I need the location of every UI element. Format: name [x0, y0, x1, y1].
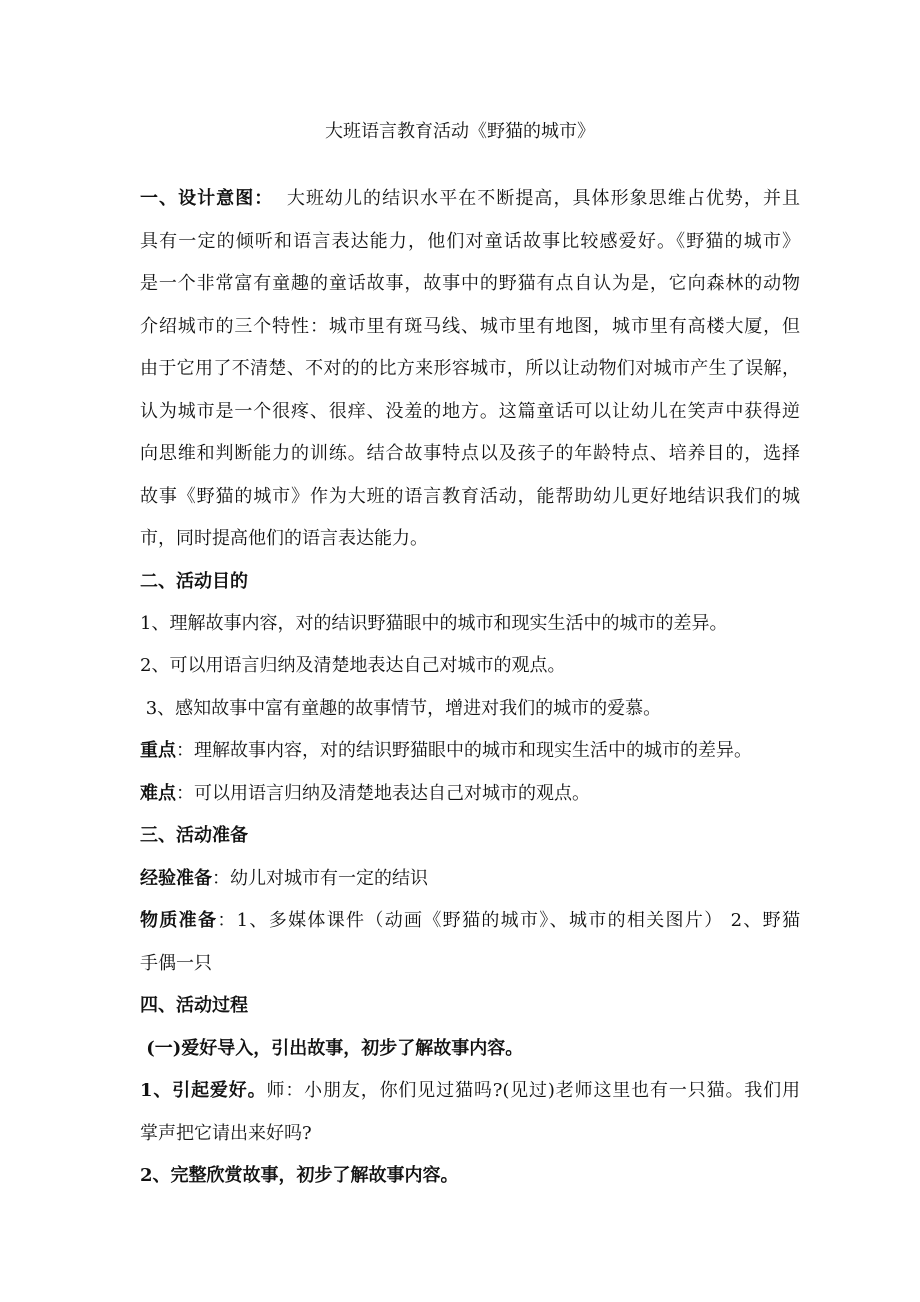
goal-item-3: 3、感知故事中富有童趣的故事情节，增进对我们的城市的爱慕。	[140, 698, 662, 719]
design-intent-first-text: 大班幼儿的结识水平在不断提高，具体形象思维占优势，并且	[273, 188, 800, 209]
preparation-heading: 三、活动准备	[140, 825, 248, 846]
design-intent-line-8: 故事《野猫的城市》作为大班的语言教育活动，能帮助幼儿更好地结识我们的城	[140, 486, 800, 507]
difficulty-label: 难点	[140, 783, 176, 804]
step-1-line	[140, 1076, 800, 1106]
design-intent-line-6: 认为城市是一个很疼、很痒、没羞的地方。这篇童话可以让幼儿在笑声中获得逆	[140, 401, 800, 422]
activity-goals-heading: 二、活动目的	[140, 571, 248, 592]
step-1-label: 1、引起爱好。	[140, 1080, 267, 1101]
step-2-line: 2、完整欣赏故事，初步了解故事内容。	[140, 1165, 459, 1186]
document-title: 大班语言教育活动《野猫的城市》	[325, 121, 595, 142]
material-prep-line	[140, 906, 800, 936]
design-intent-line-2: 具有一定的倾听和语言表达能力，他们对童话故事比较感爱好。《野猫的城市》	[140, 231, 800, 252]
experience-prep-line	[140, 864, 800, 894]
design-intent-line-9: 市，同时提高他们的语言表达能力。	[140, 528, 428, 549]
goal-item-1: 1、理解故事内容，对的结识野猫眼中的城市和现实生活中的城市的差异。	[140, 613, 728, 634]
design-intent-line-4: 介绍城市的三个特性：城市里有斑马线、城市里有地图，城市里有高楼大厦，但	[140, 316, 800, 337]
key-point-text: ：理解故事内容，对的结识野猫眼中的城市和现实生活中的城市的差异。	[176, 740, 752, 761]
design-intent-line-1	[140, 184, 800, 214]
goal-item-2: 2、可以用语言归纳及清楚地表达自己对城市的观点。	[140, 655, 566, 676]
key-point-label: 重点	[140, 740, 176, 761]
difficulty-text: ：可以用语言归纳及清楚地表达自己对城市的观点。	[176, 783, 590, 804]
material-prep-text: ：1、多媒体课件（动画《野猫的城市》、城市的相关图片） 2、野猫	[217, 910, 801, 931]
difficulty-line	[140, 779, 800, 809]
key-point-line	[140, 736, 800, 766]
step-1-line-2: 掌声把它请出来好吗?	[140, 1123, 312, 1144]
design-intent-heading: 一、设计意图：	[140, 188, 274, 209]
experience-prep-label: 经验准备	[140, 868, 212, 889]
process-subheading-1: (一)爱好导入，引出故事，初步了解故事内容。	[140, 1038, 524, 1059]
step-1-text: 师：小朋友，你们见过猫吗?(见过)老师这里也有一只猫。我们用	[266, 1080, 800, 1101]
process-heading: 四、活动过程	[140, 995, 248, 1016]
design-intent-line-5: 由于它用了不清楚、不对的的比方来形容城市，所以让动物们对城市产生了误解，	[140, 358, 800, 379]
material-prep-label: 物质准备	[140, 910, 218, 931]
design-intent-line-3: 是一个非常富有童趣的童话故事，故事中的野猫有点自认为是，它向森林的动物	[140, 273, 800, 294]
design-intent-line-7: 向思维和判断能力的训练。结合故事特点以及孩子的年龄特点、培养目的，选择	[140, 443, 800, 464]
material-prep-line-2: 手偶一只	[140, 953, 212, 974]
experience-prep-text: ：幼儿对城市有一定的结识	[212, 868, 428, 889]
